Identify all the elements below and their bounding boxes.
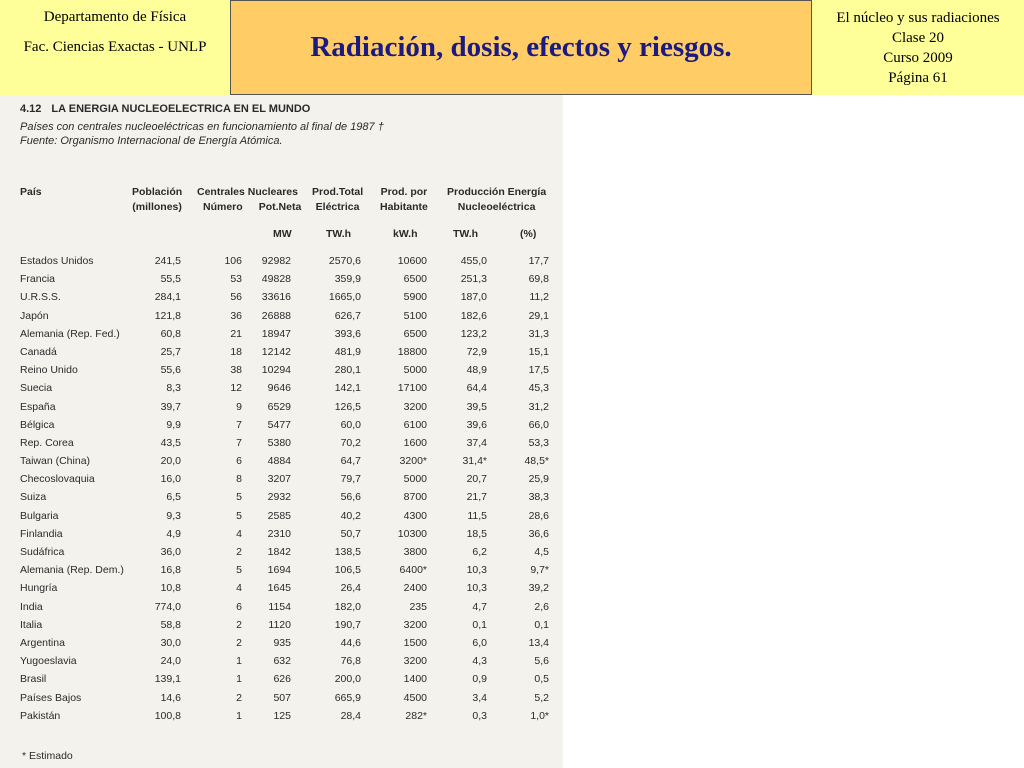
cell-pot-neta: 12142	[261, 345, 291, 358]
table-source: Fuente: Organismo Internacional de Energía Atómica.	[20, 135, 283, 147]
cell-pais: Japón	[20, 309, 49, 322]
cell-poblacion: 14,6	[160, 691, 181, 704]
cell-pot-neta: 5380	[267, 436, 291, 449]
course-topic-label: El núcleo y sus radiaciones	[836, 10, 1000, 26]
cell-porcentaje: 48,5*	[524, 455, 549, 468]
cell-numero: 56	[230, 291, 242, 304]
cell-prod-total: 126,5	[334, 400, 361, 413]
cell-pais: Estados Unidos	[20, 255, 94, 267]
cell-prod-habitante: 5900	[403, 291, 427, 304]
cell-pot-neta: 49828	[261, 273, 291, 286]
table-row	[0, 546, 563, 564]
cell-produccion-nuclear: 37,4	[466, 436, 487, 449]
cell-pais: Países Bajos	[20, 691, 82, 704]
cell-prod-habitante: 3200	[403, 655, 427, 668]
table-row	[0, 310, 563, 328]
cell-pot-neta: 10294	[261, 364, 291, 377]
cell-poblacion: 36,0	[160, 546, 181, 558]
cell-pot-neta: 5477	[267, 418, 291, 431]
class-number-label: Clase 20	[891, 30, 945, 46]
cell-pais: Rep. Corea	[20, 436, 74, 449]
cell-poblacion: 30,0	[160, 636, 181, 649]
cell-prod-total: 56,6	[340, 491, 361, 504]
table-footnote: * Estimado	[22, 750, 73, 762]
cell-numero: 9	[236, 400, 242, 413]
cell-pais: Brasil	[20, 673, 47, 686]
cell-produccion-nuclear: 4,7	[472, 600, 487, 613]
cell-numero: 2	[236, 691, 242, 704]
cell-produccion-nuclear: 64,4	[466, 382, 487, 395]
cell-produccion-nuclear: 39,5	[466, 400, 487, 413]
cell-pais: Bélgica	[20, 418, 55, 431]
cell-porcentaje: 4,5	[534, 546, 549, 558]
cell-porcentaje: 15,1	[528, 345, 549, 358]
cell-prod-habitante: 6500	[403, 273, 427, 286]
cell-poblacion: 39,7	[160, 400, 181, 413]
cell-prod-total: 76,8	[340, 655, 361, 668]
cell-numero: 6	[236, 600, 242, 613]
table-row	[0, 437, 563, 455]
cell-poblacion: 16,8	[160, 564, 181, 577]
cell-porcentaje: 39,2	[528, 582, 549, 595]
cell-pot-neta: 4884	[267, 455, 291, 468]
cell-prod-total: 393,6	[334, 327, 361, 340]
header-prod-habitante: Prod. por Habitante	[380, 186, 428, 213]
cell-porcentaje: 9,7*	[530, 564, 549, 577]
cell-poblacion: 4,9	[166, 527, 181, 540]
table-row	[0, 564, 563, 582]
cell-produccion-nuclear: 11,5	[467, 509, 487, 522]
cell-poblacion: 24,0	[160, 655, 181, 668]
cell-prod-habitante: 6500	[403, 327, 427, 340]
cell-pais: Yugoeslavia	[20, 655, 77, 668]
cell-prod-habitante: 1600	[403, 436, 427, 449]
table-row	[0, 601, 563, 619]
unit-mw: MW	[273, 228, 292, 240]
cell-pot-neta: 9646	[267, 382, 291, 395]
cell-pais: Alemania (Rep. Dem.)	[20, 564, 124, 577]
table-subtitle: Países con centrales nucleoeléctricas en funcionamiento al final de 1987 †	[20, 121, 384, 133]
cell-numero: 106	[224, 255, 242, 267]
cell-numero: 38	[230, 364, 242, 377]
table-row	[0, 655, 563, 673]
cell-poblacion: 9,9	[166, 418, 181, 431]
cell-prod-habitante: 3800	[403, 546, 427, 558]
cell-poblacion: 284,1	[154, 291, 181, 304]
cell-numero: 12	[230, 382, 242, 395]
cell-prod-total: 79,7	[340, 473, 361, 486]
cell-pais: Finlandia	[20, 527, 63, 540]
table-section-number: 4.12	[20, 103, 42, 115]
cell-numero: 4	[236, 582, 242, 595]
cell-pot-neta: 1154	[268, 600, 291, 613]
cell-prod-habitante: 6400*	[399, 564, 427, 577]
cell-pot-neta: 935	[273, 636, 291, 649]
cell-numero: 8	[236, 473, 242, 486]
cell-pais: U.R.S.S.	[20, 291, 61, 304]
cell-prod-total: 481,9	[334, 345, 361, 358]
cell-pot-neta: 125	[273, 709, 291, 722]
cell-pot-neta: 1645	[267, 582, 291, 595]
cell-prod-habitante: 3200	[403, 618, 427, 631]
cell-produccion-nuclear: 6,2	[472, 546, 487, 558]
cell-produccion-nuclear: 10,3	[466, 564, 487, 577]
cell-poblacion: 121,8	[154, 309, 181, 322]
cell-numero: 7	[236, 436, 242, 449]
cell-poblacion: 16,0	[160, 473, 181, 486]
cell-porcentaje: 31,2	[528, 400, 549, 413]
cell-pot-neta: 3207	[267, 473, 291, 486]
cell-porcentaje: 0,1	[534, 618, 549, 631]
cell-poblacion: 241,5	[154, 255, 181, 267]
cell-pais: Pakistán	[20, 709, 61, 722]
cell-pais: Italia	[20, 618, 43, 631]
table-section-title: LA ENERGIA NUCLEOELECTRICA EN EL MUNDO	[51, 103, 311, 115]
cell-produccion-nuclear: 455,0	[460, 255, 487, 267]
table-row	[0, 692, 563, 710]
cell-pais: Alemania (Rep. Fed.)	[20, 327, 120, 340]
cell-porcentaje: 11,2	[529, 291, 549, 304]
cell-numero: 2	[236, 618, 242, 631]
cell-pais: Francia	[20, 273, 56, 286]
slide-title: Radiación, dosis, efectos y riesgos.	[310, 31, 732, 63]
cell-pot-neta: 1694	[267, 564, 291, 577]
cell-poblacion: 774,0	[154, 600, 181, 613]
table-row	[0, 419, 563, 437]
cell-numero: 18	[230, 345, 242, 358]
cell-prod-habitante: 3200*	[399, 455, 427, 468]
cell-produccion-nuclear: 31,4*	[462, 455, 487, 468]
header-left-panel	[0, 0, 230, 95]
cell-poblacion: 58,8	[160, 618, 181, 631]
table-row	[0, 528, 563, 546]
faculty-label: Fac. Ciencias Exactas - UNLP	[23, 39, 207, 55]
cell-pot-neta: 626	[273, 673, 291, 686]
cell-produccion-nuclear: 48,9	[466, 364, 487, 377]
cell-produccion-nuclear: 72,9	[466, 345, 487, 358]
cell-numero: 1	[236, 655, 242, 668]
cell-porcentaje: 66,0	[528, 418, 549, 431]
cell-prod-total: 50,7	[340, 527, 361, 540]
cell-poblacion: 100,8	[154, 709, 181, 722]
cell-numero: 36	[230, 309, 242, 322]
cell-pot-neta: 2310	[267, 527, 291, 540]
cell-prod-habitante: 5000	[403, 364, 427, 377]
cell-pot-neta: 507	[273, 691, 291, 704]
cell-porcentaje: 25,9	[528, 473, 549, 486]
cell-prod-total: 106,5	[334, 564, 361, 577]
cell-pot-neta: 6529	[267, 400, 291, 413]
table-body	[0, 255, 563, 728]
cell-numero: 5	[236, 564, 242, 577]
cell-poblacion: 55,6	[160, 364, 181, 377]
cell-numero: 5	[236, 491, 242, 504]
table-row	[0, 582, 563, 600]
table-row	[0, 455, 563, 473]
cell-prod-habitante: 2400	[403, 582, 427, 595]
cell-prod-total: 142,1	[334, 382, 361, 395]
cell-pot-neta: 632	[273, 655, 291, 668]
page-number-label: Página 61	[888, 70, 948, 86]
cell-produccion-nuclear: 4,3	[472, 655, 487, 668]
cell-prod-habitante: 10300	[397, 527, 427, 540]
cell-prod-total: 60,0	[340, 418, 361, 431]
cell-pais: Taiwan (China)	[20, 455, 91, 468]
cell-prod-habitante: 3200	[403, 400, 427, 413]
table-row	[0, 710, 563, 728]
table-row	[0, 364, 563, 382]
cell-porcentaje: 69,8	[528, 273, 549, 286]
cell-produccion-nuclear: 182,6	[460, 309, 487, 322]
cell-numero: 4	[236, 527, 242, 540]
cell-prod-habitante: 282*	[405, 709, 427, 722]
cell-prod-habitante: 1500	[403, 636, 427, 649]
cell-porcentaje: 17,5	[528, 364, 549, 377]
cell-prod-total: 70,2	[340, 436, 361, 449]
cell-porcentaje: 5,6	[534, 655, 549, 668]
cell-pot-neta: 92982	[261, 255, 291, 267]
cell-prod-total: 200,0	[334, 673, 361, 686]
cell-prod-total: 1665,0	[328, 291, 361, 304]
cell-produccion-nuclear: 20,7	[466, 473, 487, 486]
cell-porcentaje: 53,3	[528, 436, 549, 449]
cell-produccion-nuclear: 6,0	[472, 636, 487, 649]
table-row	[0, 382, 563, 400]
table-row	[0, 510, 563, 528]
header-prod-total: Prod.Total Eléctrica	[312, 186, 364, 213]
cell-prod-habitante: 5100	[403, 309, 427, 322]
table-row	[0, 673, 563, 691]
cell-prod-total: 26,4	[340, 582, 361, 595]
course-year-label: Curso 2009	[883, 50, 953, 66]
cell-pot-neta: 1842	[267, 546, 291, 558]
cell-prod-habitante: 18800	[397, 345, 427, 358]
cell-poblacion: 60,8	[160, 327, 181, 340]
table-row	[0, 328, 563, 346]
unit-percent: (%)	[520, 228, 537, 240]
table-row	[0, 473, 563, 491]
cell-prod-habitante: 4300	[403, 509, 427, 522]
cell-pais: India	[20, 600, 43, 613]
cell-porcentaje: 29,1	[528, 309, 549, 322]
cell-porcentaje: 2,6	[534, 600, 549, 613]
table-row	[0, 346, 563, 364]
cell-porcentaje: 1,0*	[530, 709, 549, 722]
header-produccion-energia: Producción Energía Nucleoeléctrica	[447, 186, 547, 213]
cell-poblacion: 139,1	[154, 673, 181, 686]
cell-prod-total: 626,7	[334, 309, 361, 322]
cell-produccion-nuclear: 0,3	[472, 709, 487, 722]
cell-pot-neta: 1120	[268, 618, 291, 631]
cell-prod-total: 138,5	[334, 546, 361, 558]
cell-prod-total: 182,0	[334, 600, 361, 613]
cell-pais: Argentina	[20, 636, 65, 649]
table-row	[0, 619, 563, 637]
cell-numero: 1	[236, 709, 242, 722]
cell-pais: Suecia	[20, 382, 53, 395]
cell-numero: 2	[236, 636, 242, 649]
header-poblacion: Población (millones)	[132, 186, 183, 213]
cell-poblacion: 10,8	[160, 582, 181, 595]
cell-prod-total: 665,9	[334, 691, 361, 704]
cell-porcentaje: 36,6	[528, 527, 549, 540]
cell-produccion-nuclear: 187,0	[460, 291, 487, 304]
cell-pot-neta: 18947	[261, 327, 291, 340]
cell-pais: Suiza	[20, 491, 47, 504]
cell-pais: Bulgaria	[20, 509, 59, 522]
cell-poblacion: 20,0	[160, 455, 181, 468]
table-section-heading	[20, 103, 310, 115]
cell-numero: 2	[236, 546, 242, 558]
cell-numero: 7	[236, 418, 242, 431]
cell-poblacion: 43,5	[160, 436, 181, 449]
table-row	[0, 491, 563, 509]
cell-produccion-nuclear: 10,3	[466, 582, 487, 595]
cell-prod-total: 359,9	[334, 273, 361, 286]
cell-numero: 5	[236, 509, 242, 522]
header-right-panel	[812, 0, 1024, 95]
cell-pais: Sudáfrica	[20, 546, 65, 558]
cell-poblacion: 6,5	[166, 491, 181, 504]
cell-produccion-nuclear: 0,9	[472, 673, 487, 686]
cell-prod-habitante: 5000	[403, 473, 427, 486]
cell-produccion-nuclear: 18,5	[466, 527, 487, 540]
cell-poblacion: 9,3	[166, 509, 181, 522]
cell-prod-habitante: 235	[409, 600, 427, 613]
cell-porcentaje: 28,6	[528, 509, 549, 522]
cell-pais: España	[20, 400, 56, 413]
cell-produccion-nuclear: 123,2	[460, 327, 487, 340]
cell-prod-total: 44,6	[340, 636, 361, 649]
cell-numero: 1	[236, 673, 242, 686]
cell-produccion-nuclear: 21,7	[466, 491, 487, 504]
cell-porcentaje: 31,3	[528, 327, 549, 340]
cell-pais: Canadá	[20, 345, 57, 358]
cell-produccion-nuclear: 39,6	[466, 418, 487, 431]
cell-prod-total: 2570,6	[328, 255, 361, 267]
cell-porcentaje: 17,7	[528, 255, 549, 267]
cell-prod-habitante: 4500	[403, 691, 427, 704]
cell-prod-total: 28,4	[340, 709, 361, 722]
unit-kwh: kW.h	[393, 228, 418, 240]
cell-numero: 53	[230, 273, 242, 286]
cell-poblacion: 8,3	[166, 382, 181, 395]
cell-produccion-nuclear: 251,3	[460, 273, 487, 286]
cell-pot-neta: 2932	[267, 491, 291, 504]
cell-porcentaje: 13,4	[528, 636, 549, 649]
table-row	[0, 401, 563, 419]
cell-pot-neta: 26888	[261, 309, 291, 322]
cell-poblacion: 55,5	[160, 273, 181, 286]
cell-pot-neta: 2585	[267, 509, 291, 522]
cell-prod-habitante: 10600	[397, 255, 427, 267]
cell-porcentaje: 5,2	[534, 691, 549, 704]
cell-pais: Reino Unido	[20, 364, 78, 377]
cell-porcentaje: 0,5	[534, 673, 549, 686]
cell-prod-total: 280,1	[334, 364, 361, 377]
table-row	[0, 255, 563, 273]
department-label: Departamento de Física	[43, 9, 187, 25]
table-row	[0, 637, 563, 655]
unit-twh-nuclear: TW.h	[453, 228, 479, 240]
cell-produccion-nuclear: 3,4	[472, 691, 487, 704]
cell-prod-habitante: 17100	[397, 382, 427, 395]
cell-prod-total: 64,7	[340, 455, 361, 468]
table-row	[0, 291, 563, 309]
header-centrales: Centrales Nucleares Número Pot.Neta	[197, 186, 302, 213]
cell-numero: 21	[230, 327, 242, 340]
cell-pais: Hungría	[20, 582, 58, 595]
header-pais: País	[20, 186, 42, 198]
cell-pais: Checoslovaquia	[20, 473, 95, 486]
cell-prod-habitante: 8700	[403, 491, 427, 504]
cell-pot-neta: 33616	[261, 291, 291, 304]
cell-prod-total: 190,7	[334, 618, 361, 631]
cell-numero: 6	[236, 455, 242, 468]
cell-prod-total: 40,2	[340, 509, 361, 522]
cell-porcentaje: 45,3	[528, 382, 549, 395]
cell-poblacion: 25,7	[160, 345, 181, 358]
table-row	[0, 273, 563, 291]
cell-prod-habitante: 6100	[403, 418, 427, 431]
cell-produccion-nuclear: 0,1	[472, 618, 487, 631]
cell-porcentaje: 38,3	[528, 491, 549, 504]
scanned-table-image	[0, 95, 563, 768]
header-title-panel	[230, 0, 812, 95]
cell-prod-habitante: 1400	[403, 673, 427, 686]
unit-twh-total: TW.h	[326, 228, 352, 240]
